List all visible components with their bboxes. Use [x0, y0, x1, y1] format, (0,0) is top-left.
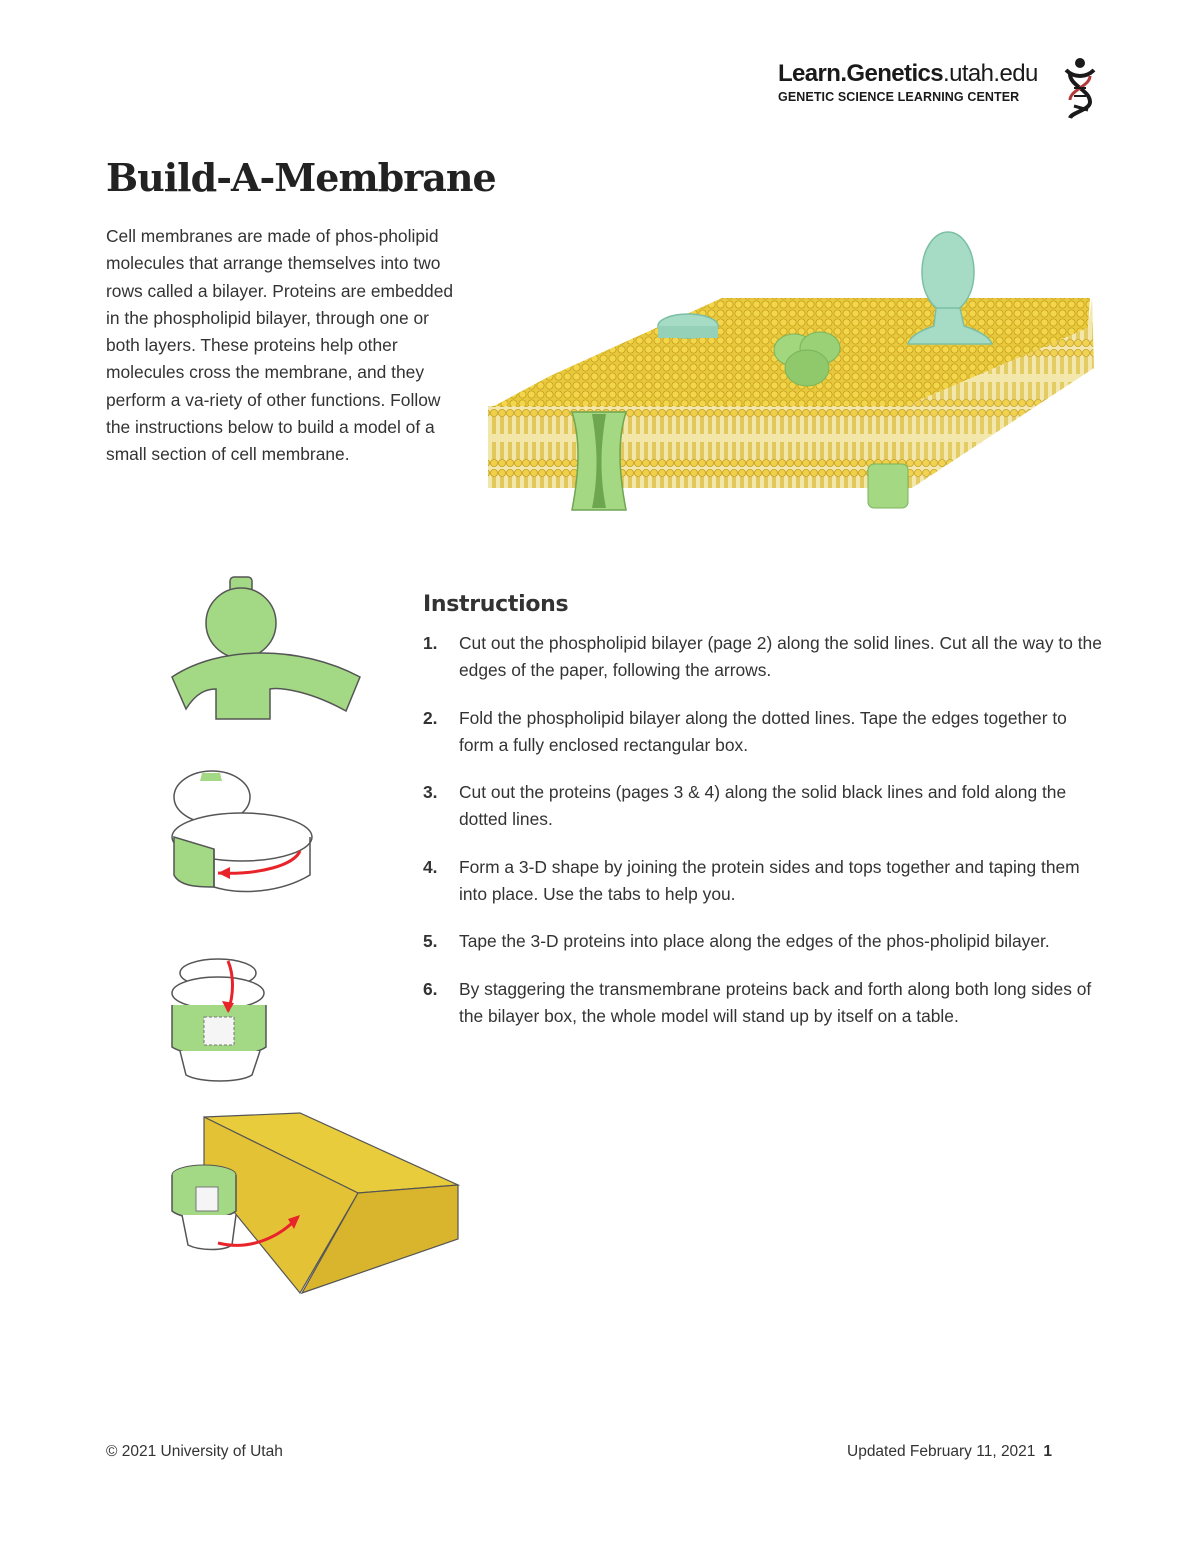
- instructions-list: [423, 630, 1103, 1050]
- folding-step-figure: [172, 771, 312, 891]
- green-bottom-protein: [868, 464, 908, 508]
- step-number: 2.: [423, 707, 438, 728]
- step-number: 5.: [423, 931, 438, 952]
- page-title: Build-A-Membrane: [106, 155, 496, 200]
- step-number: 3.: [423, 782, 438, 803]
- step-text: Cut out the phospholipid bilayer (page 2) along the solid lines. Cut all the way to the edges of the paper, following the arrows.: [459, 633, 1102, 681]
- footer-updated: [847, 1443, 1052, 1461]
- step-text: Form a 3-D shape by joining the protein sides and tops together and taping them into place. Use the tabs to help you.: [459, 856, 1080, 905]
- step-number: 4.: [423, 856, 438, 877]
- instruction-step: [423, 976, 1103, 1031]
- bilayer-front-side: [488, 406, 908, 488]
- site-logo: [778, 60, 1058, 104]
- logo-site-light: .utah.edu: [943, 60, 1038, 87]
- teal-disk-protein-side: [658, 326, 718, 338]
- intro-paragraph: Cell membranes are made of phos-pholipid molecules that arrange themselves into two rows called a bilayer. Proteins are embedded in the phospholipid bilayer, through one or both layers. These proteins help other molecules cross the membrane, and they perform a va-riety of other functions. Follow the instructions below to build a model of a small section of cell membrane.: [106, 226, 454, 465]
- step-text: Cut out the proteins (pages 3 & 4) along the solid black lines and fold along the dotted lines.: [459, 782, 1067, 830]
- logo-site-bold: Learn.Genetics: [778, 60, 944, 87]
- instruction-step: [423, 630, 1103, 685]
- footer-updated-date: Updated February 11, 2021: [847, 1443, 1036, 1460]
- protein-cutout-figure: [172, 577, 360, 719]
- logo-subtitle: GENETIC SCIENCE LEARNING CENTER: [778, 90, 1020, 104]
- instruction-step: [423, 854, 1103, 909]
- instructions-heading: Instructions: [423, 592, 569, 617]
- teal-tall-protein: [922, 232, 974, 312]
- instruction-step: [423, 928, 1103, 955]
- footer-copyright: © 2021 University of Utah: [106, 1443, 283, 1460]
- taping-step-figure: [172, 959, 266, 1081]
- logo-site-name: [778, 60, 1058, 88]
- step-text: Tape the 3-D proteins into place along the edges of the phos-pholipid bilayer.: [459, 931, 1050, 952]
- instruction-step: [423, 705, 1103, 760]
- membrane-illustration: [482, 228, 1102, 518]
- step-number: 6.: [423, 978, 438, 999]
- page-number: 1: [1043, 1443, 1053, 1460]
- step-text: By staggering the transmembrane proteins back and forth along both long sides of the bilayer box, the whole model will stand up by itself on a table.: [459, 978, 1092, 1026]
- attach-step-figure: [172, 1113, 458, 1293]
- instruction-step: [423, 779, 1103, 834]
- step-text: Fold the phospholipid bilayer along the dotted lines. Tape the edges together to form a fully enclosed rectangular box.: [459, 707, 1067, 755]
- dna-figure-icon: [1060, 56, 1100, 120]
- step-number: 1.: [423, 633, 438, 653]
